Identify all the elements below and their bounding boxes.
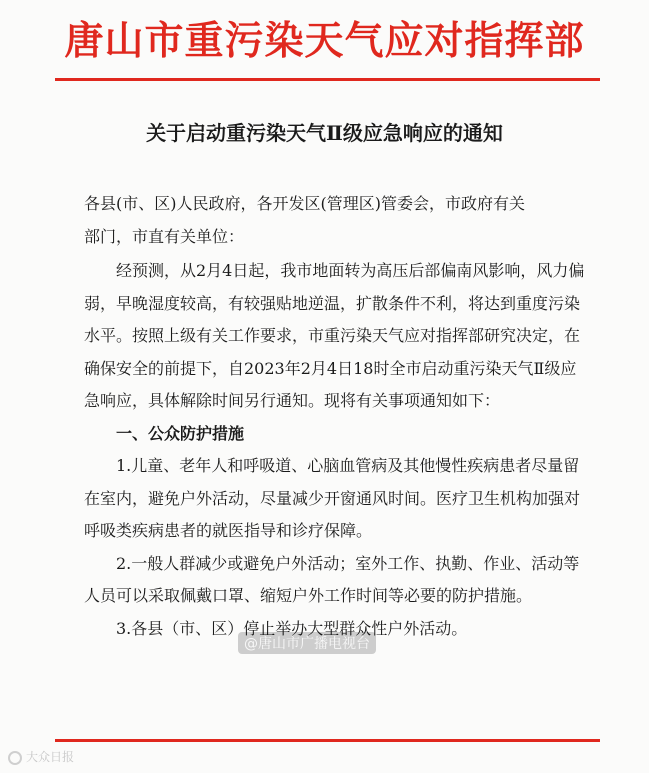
weibo-watermark: @唐山市广播电视台 bbox=[238, 632, 376, 654]
body-content bbox=[84, 255, 589, 645]
addressee-line-1: 各县(市、区)人民政府，各开发区(管理区)管委会，市政府有关 bbox=[84, 194, 525, 213]
measure-item-2: 2.一般人群减少或避免户外活动；室外工作、执勤、作业、活动等人员可以采取佩戴口罩、缩短户外工作时间等必要的防护措施。 bbox=[84, 553, 580, 605]
measure-item-1: 1.儿童、老年人和呼吸道、心脑血管病及其他慢性疾病患者尽量留在室内，避免户外活动，尽量减少开窗通风时间。医疗卫生机构加强对呼吸类疾病患者的就医指导和诊疗保障。 bbox=[84, 456, 581, 540]
corner-watermark-text: 大众日报 bbox=[26, 750, 75, 764]
paragraph-forecast: 经预测，从2月4日起，我市地面转为高压后部偏南风影响，风力偏弱，早晚湿度较高，有较强贴地逆温，扩散条件不利，将达到重度污染水平。按照上级有关工作要求，市重污染天气应对指挥部研究决定，在确保安全的前提下，自2023年2月4日18时全市启动重污染天气Ⅱ级应急响应，具体解除时间另行通知。现将有关事项通知如下： bbox=[84, 261, 585, 410]
footer-red-rule bbox=[55, 739, 600, 742]
watermark-logo-icon bbox=[8, 751, 22, 765]
section-heading-public-protection: 一、公众防护措施 bbox=[116, 423, 245, 443]
addressee-block bbox=[84, 188, 589, 253]
corner-watermark bbox=[8, 748, 74, 765]
organization-header: 唐山市重污染天气应对指挥部 bbox=[64, 18, 585, 64]
measure-item-3: 3.各县（市、区）停止举办大型群众性户外活动。 bbox=[116, 618, 468, 638]
header-red-rule bbox=[55, 78, 600, 81]
addressee-line-2: 部门，市直有关单位： bbox=[84, 226, 245, 246]
document-title: 关于启动重污染天气Ⅱ级应急响应的通知 bbox=[146, 121, 503, 145]
